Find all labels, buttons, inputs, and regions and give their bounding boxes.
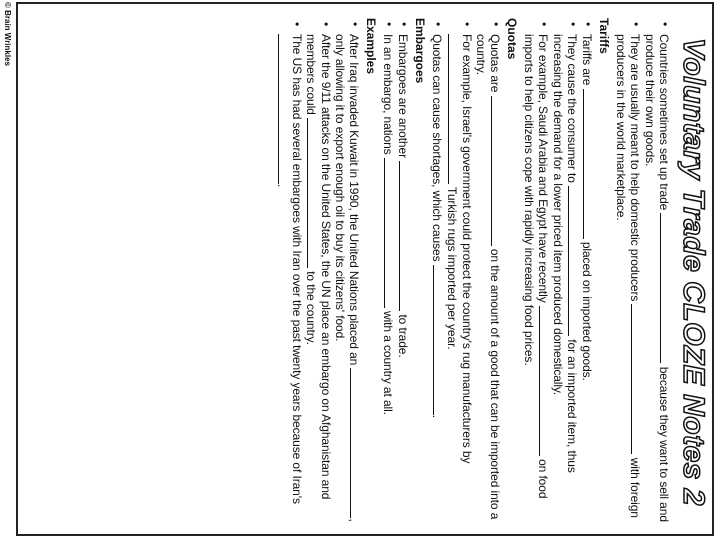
item-text: Turkish rugs imported per year. <box>445 187 459 350</box>
item-text: , only allowing it to export enough oil to buy its citizens' food. <box>333 34 361 522</box>
item-text: on the amount of a good that can be imported into a country. <box>474 34 502 520</box>
list-item <box>551 34 580 526</box>
item-text: The US has had several embargoes with Iran over the past twenty years because of Iran's <box>290 34 304 504</box>
item-text: Countries sometimes set up trade <box>657 34 671 211</box>
item-text: After Iraq invaded Kuwait in 1990, the United Nations placed an <box>347 34 361 366</box>
fill-in-blank[interactable] <box>631 304 643 454</box>
fill-in-blank[interactable] <box>384 158 396 308</box>
section-heading-embargoes: Embargoes <box>413 18 427 84</box>
item-text: with a country at all. <box>381 311 395 415</box>
item-text: For example, Saudi Arabia and Egypt have recently <box>536 34 550 303</box>
item-text: Embargoes are another <box>396 34 410 158</box>
item-text: They are usually meant to help domestic producers <box>628 34 642 302</box>
item-text: for an imported item, thus increasing the demand for a lower priced item produced domestically. <box>551 34 579 473</box>
examples-list <box>275 18 362 526</box>
list-item <box>474 34 503 526</box>
fill-in-blank[interactable] <box>307 118 319 268</box>
fill-in-blank[interactable] <box>448 34 460 184</box>
item-text: on food imports to help citizens cope with rapidly increasing food prices. <box>522 34 550 499</box>
item-text: placed on imported goods. <box>580 241 594 381</box>
copyright-notice <box>1 2 13 142</box>
fill-in-blank[interactable] <box>278 34 290 184</box>
page-title: Voluntary Trade CLOZE Notes 2 <box>677 38 710 506</box>
item-text: After the 9/11 attacks on the United States, the UN place an embargo on Afghanistan and members could <box>304 34 333 500</box>
list-item <box>614 34 643 526</box>
item-text: to trade. <box>396 314 410 358</box>
item-text: Quotas are <box>488 34 502 93</box>
list-item <box>445 34 474 526</box>
list-item <box>430 34 445 526</box>
fill-in-blank[interactable] <box>491 96 503 246</box>
fill-in-blank[interactable] <box>568 186 580 336</box>
fill-in-blank[interactable] <box>660 213 672 363</box>
embargoes-list <box>381 18 411 526</box>
item-text: For example, Israel's government could protect the country's rug manufacturers by <box>460 34 474 464</box>
list-item <box>396 34 411 526</box>
copyright-text: © Brain Wrinkles <box>3 2 12 66</box>
quotas-list <box>430 18 503 526</box>
fill-in-blank[interactable] <box>350 368 362 518</box>
item-text: . <box>275 184 289 188</box>
item-text: . <box>430 414 444 418</box>
worksheet-content <box>24 12 710 532</box>
section-heading-tariffs: Tariffs <box>597 18 611 54</box>
tariffs-list <box>522 18 595 526</box>
list-item <box>522 34 551 526</box>
item-text: with foreign producers in the world marketplace. <box>614 34 642 518</box>
section-heading-examples: Examples <box>364 18 378 75</box>
list-item <box>643 34 672 526</box>
list-item <box>381 34 396 526</box>
list-item <box>275 34 304 526</box>
item-text: Tariffs are <box>580 34 594 86</box>
intro-list <box>614 18 672 526</box>
item-text: They cause the consumer to <box>565 34 579 183</box>
fill-in-blank[interactable] <box>399 161 411 311</box>
list-item <box>580 34 595 526</box>
item-text: to the country. <box>304 271 318 345</box>
fill-in-blank[interactable] <box>539 306 551 456</box>
list-item <box>304 34 333 526</box>
item-text: Quotas can cause shortages, which causes <box>430 34 444 262</box>
item-text: In an embargo, nations <box>381 34 395 155</box>
section-heading-quotas: Quotas <box>505 18 519 60</box>
item-text: because they want to sell and produce their own goods. <box>643 34 671 522</box>
fill-in-blank[interactable] <box>433 265 445 415</box>
fill-in-blank[interactable] <box>583 89 595 239</box>
list-item <box>333 34 362 526</box>
